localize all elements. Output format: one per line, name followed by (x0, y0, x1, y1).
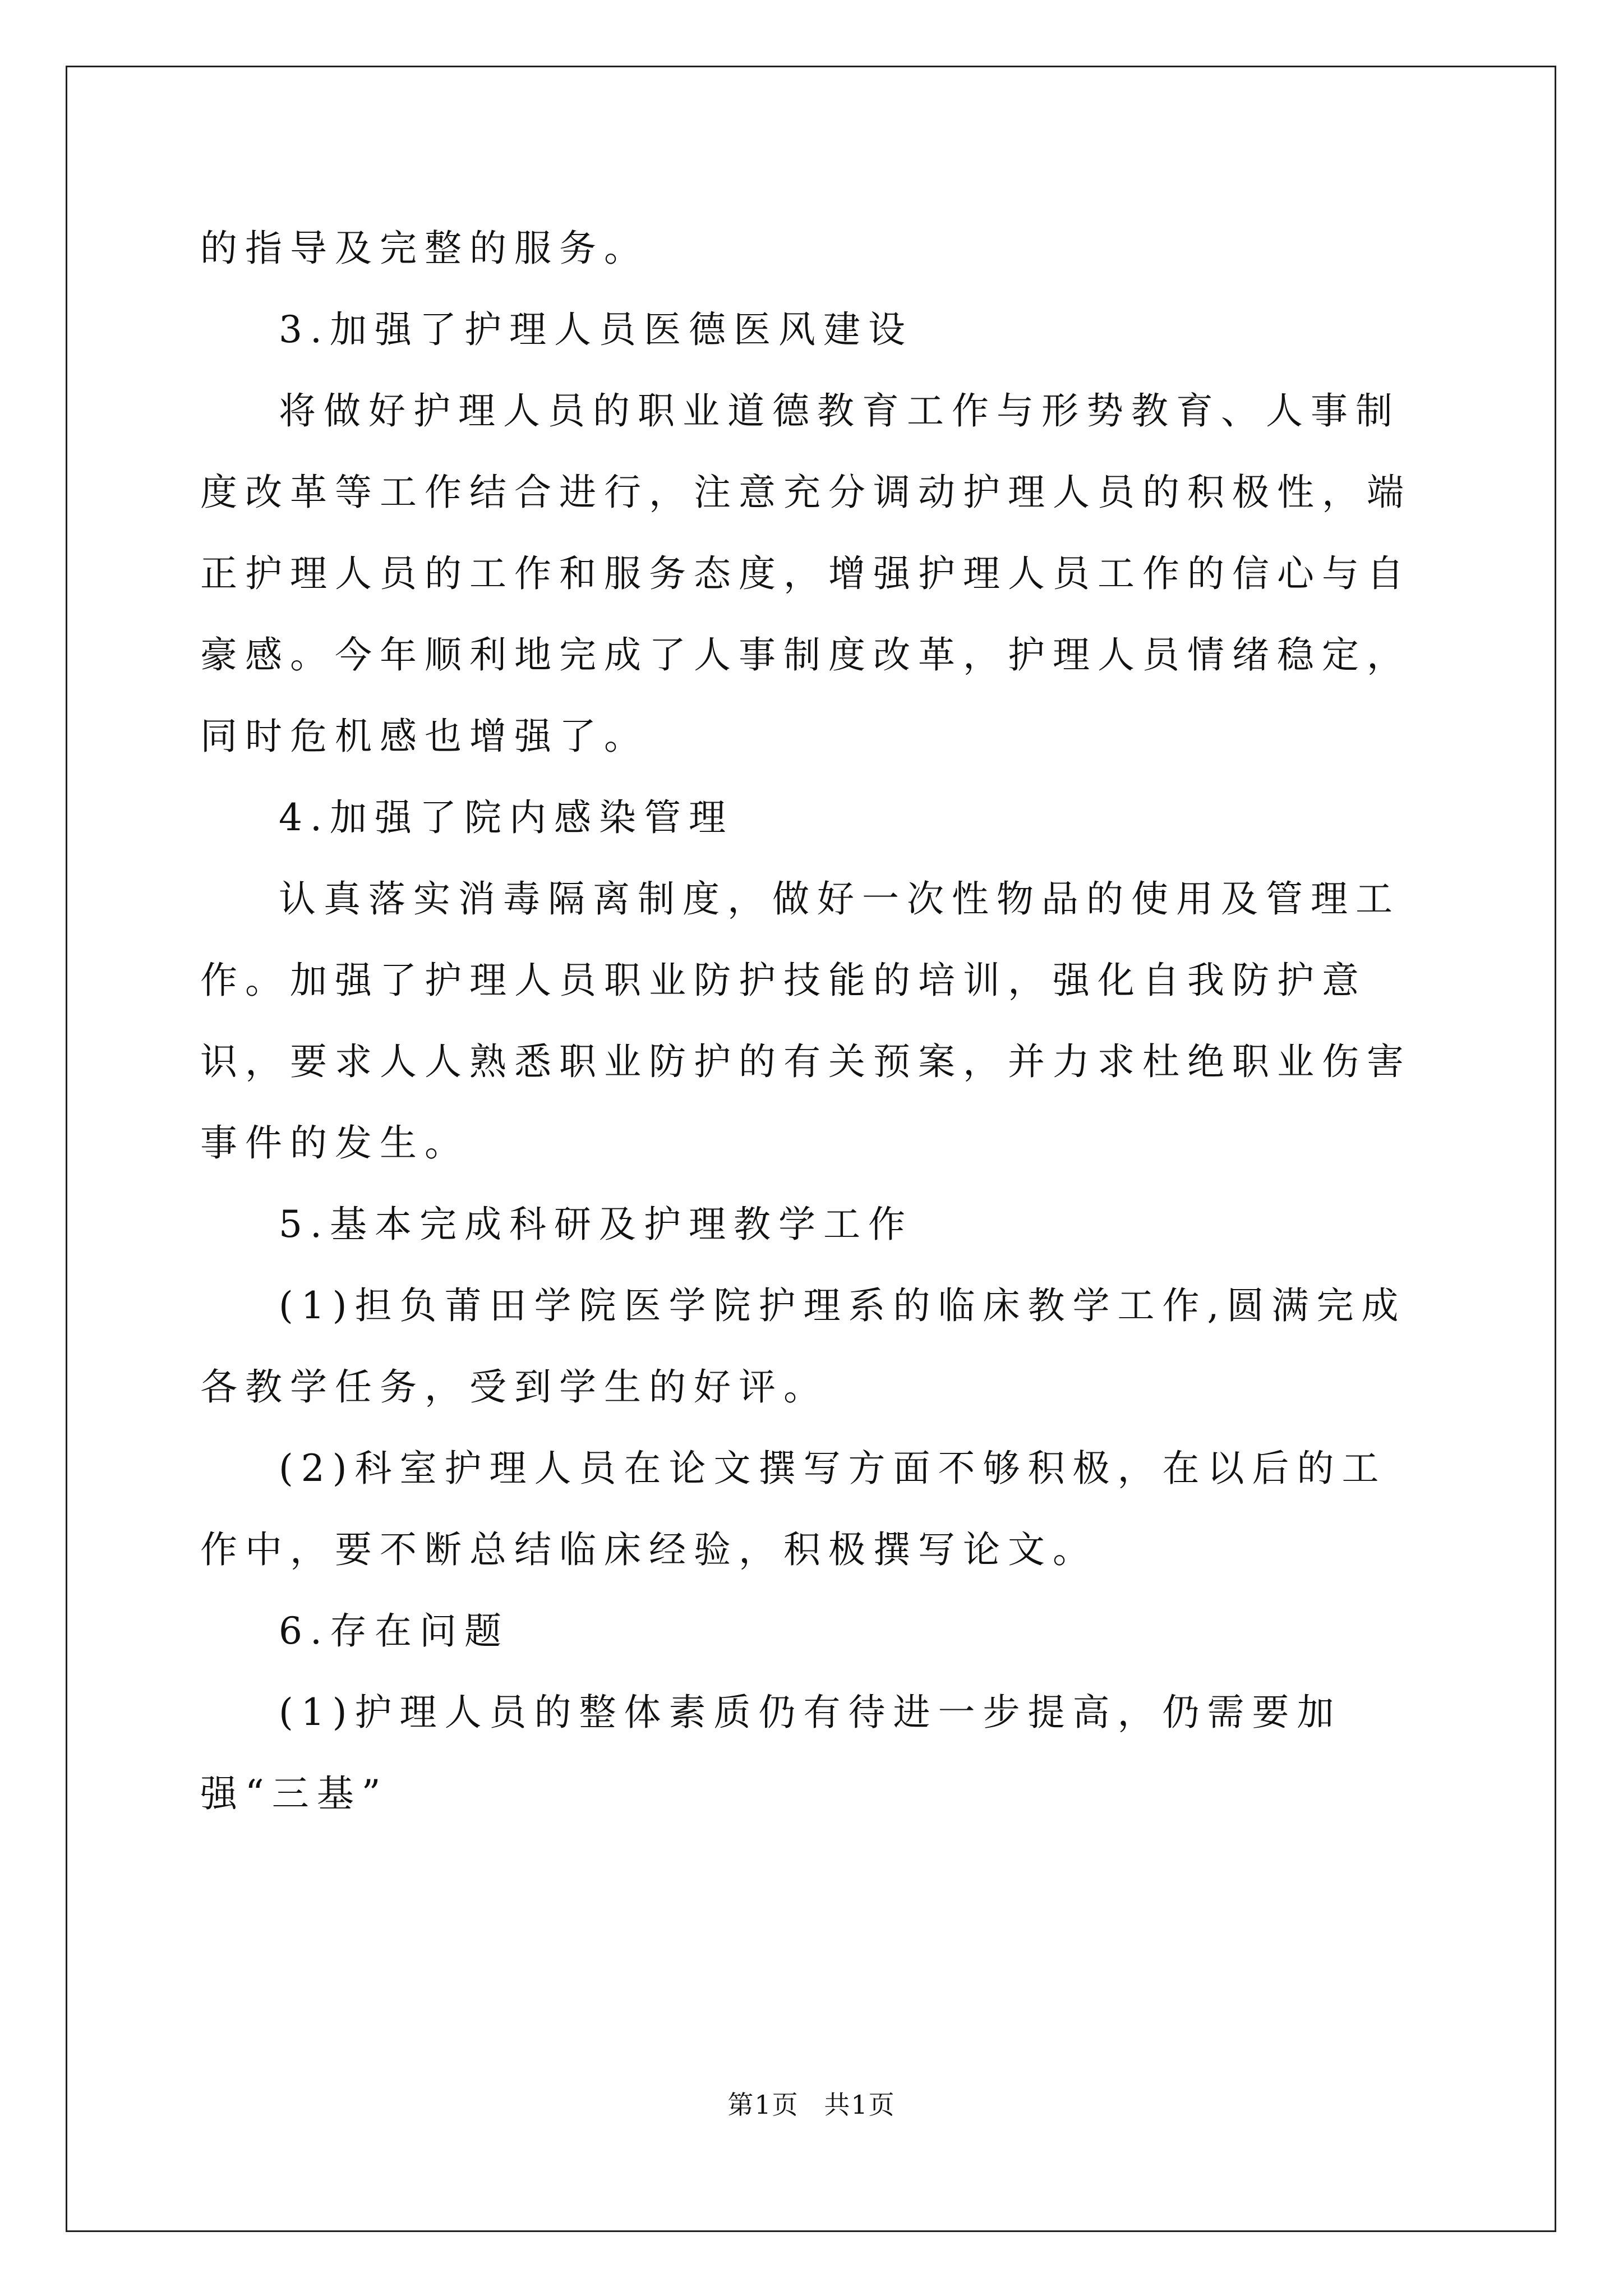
paragraph-infection-control: 认真落实消毒隔离制度，做好一次性物品的使用及管理工作。加强了护理人员职业防护技能的培训，强化自我防护意识，要求人人熟悉职业防护的有关预案，并力求杜绝职业伤害事件的发生。 (200, 877, 1412, 1165)
section-heading-4: 4.加强了院内感染管理 (279, 796, 734, 839)
paragraph-problems-1: (1)护理人员的整体素质仍有待进一步提高，仍需要加强“三基” (200, 1691, 1342, 1815)
document-body (200, 208, 1428, 1834)
paragraph-continuation: 的指导及完整的服务。 (200, 227, 649, 270)
section-heading-5: 5.基本完成科研及护理教学工作 (279, 1203, 913, 1246)
paragraph-teaching-2: (2)科室护理人员在论文撰写方面不够积极，在以后的工作中，要不断总结临床经验，积极撰写论文。 (200, 1447, 1387, 1571)
section-heading-6: 6.存在问题 (279, 1609, 509, 1653)
paragraph-ethics: 将做好护理人员的职业道德教育工作与形势教育、人事制度改革等工作结合进行，注意充分调动护理人员的积极性，端正护理人员的工作和服务态度，增强护理人员工作的信心与自豪感。今年顺利地完成了人事制度改革，护理人员情绪稳定，同时危机感也增强了。 (200, 389, 1412, 758)
section-heading-3: 3.加强了护理人员医德医风建设 (279, 308, 913, 351)
paragraph-teaching-1: (1)担负莆田学院医学院护理系的临床教学工作,圆满完成各教学任务，受到学生的好评。 (200, 1284, 1407, 1409)
page-footer (0, 2088, 1623, 2122)
page-total: 共1页 (824, 2090, 896, 2120)
page-number: 第1页 (727, 2090, 799, 2120)
